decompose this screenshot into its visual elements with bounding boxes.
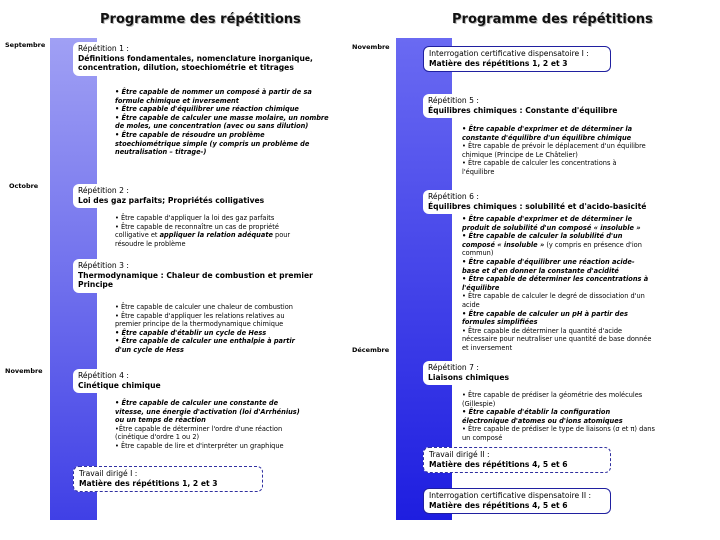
objective-text: • Être capable d'équilibrer une réaction acide-base et d'en donner la constante d'acidité bbox=[462, 257, 635, 275]
objective-text: • Être capable de prédiser le type de liaisons (σ et π) dans un composé bbox=[462, 425, 655, 442]
right-page-title: Programme des répétitions bbox=[452, 12, 653, 27]
session-label: Répétition 2 : bbox=[78, 186, 129, 195]
objective-text: • Être capable de calculer une enthalpie à partir d'un cycle de Hess bbox=[115, 337, 295, 354]
objective-text: (y compris en présence d'ion commun) bbox=[462, 240, 642, 258]
session-label: Répétition 6 : bbox=[428, 192, 479, 201]
objectives-list bbox=[115, 303, 310, 355]
session-heading: Liaisons chimiques bbox=[428, 372, 510, 382]
objective-text: • Être capable de nommer un composé à partir de sa formule chimique et inversement bbox=[115, 88, 312, 105]
objectives-list bbox=[462, 215, 652, 353]
session-repetition-1 bbox=[73, 42, 333, 76]
session-label: Répétition 4 : bbox=[78, 371, 129, 380]
objective-item bbox=[115, 399, 305, 425]
session-repetition-3 bbox=[73, 259, 333, 293]
objective-text: • Être capable d'établir un cycle de Hess bbox=[115, 328, 267, 337]
objective-text: • Être capable de prévoir le déplacement d'un équilibre chimique (Principe de Le Châtelier) bbox=[462, 142, 646, 159]
objective-text: • Être capable d'exprimer et de déterminer le produit de solubilité d'un composé « insoluble » bbox=[462, 215, 641, 232]
session-heading: Définitions fondamentales, nomenclature inorganique, concentration, dilution, stoechiométrie et titrages bbox=[78, 53, 313, 73]
objective-item bbox=[115, 312, 310, 329]
objective-text: • Être capable d'établir la configuration électronique d'atomes ou d'ions atomiques bbox=[462, 408, 623, 425]
objective-item bbox=[462, 292, 652, 309]
session-heading: Équilibres chimiques : Constante d'équilibre bbox=[428, 105, 618, 115]
objectives-list bbox=[462, 391, 657, 443]
month-label: Décembre bbox=[352, 346, 390, 354]
session-repetition-5 bbox=[423, 94, 633, 118]
session-label: Répétition 7 : bbox=[428, 363, 479, 372]
session-heading: Cinétique chimique bbox=[78, 380, 161, 390]
session-repetition-2 bbox=[73, 184, 283, 208]
objective-text: appliquer la relation adéquate bbox=[159, 231, 273, 240]
session-label: Répétition 5 : bbox=[428, 96, 479, 105]
objective-item bbox=[462, 327, 652, 353]
objective-item bbox=[462, 310, 652, 327]
objective-text: • Être capable de calculer une chaleur de combustion bbox=[115, 303, 293, 311]
session-label: Travail dirigé II : bbox=[429, 450, 490, 459]
session-heading: Loi des gaz parfaits; Propriétés colligatives bbox=[78, 195, 265, 205]
objective-text: • Être capable de résoudre un problème stoechiométrique simple (y compris un problème de neutralisation – titrage-) bbox=[115, 130, 310, 157]
objective-item bbox=[115, 303, 310, 312]
objective-item bbox=[462, 215, 652, 232]
objective-text: • Être capable de déterminer la quantité d'acide nécessaire pour neutraliser une quantité de base donnée et inversement bbox=[462, 326, 652, 352]
objective-item bbox=[462, 142, 647, 159]
session-label: Répétition 3 : bbox=[78, 261, 129, 270]
objective-item bbox=[115, 214, 310, 223]
objectives-list bbox=[462, 125, 647, 177]
objective-text: • Être capable de calculer les concentrations à l'équilibre bbox=[462, 159, 617, 176]
session-travail-dirige-1 bbox=[73, 466, 263, 492]
session-heading: Équilibres chimiques : solubilité et d'acido-basicité bbox=[428, 201, 647, 211]
objectives-list bbox=[115, 214, 310, 248]
objective-item bbox=[115, 425, 305, 442]
objective-text: • Être capable de calculer un pH à partir des formules simplifiées bbox=[462, 309, 628, 327]
objective-item bbox=[115, 131, 330, 157]
session-heading: Matière des répétitions 1, 2 et 3 bbox=[79, 478, 218, 488]
session-heading: Matière des répétitions 4, 5 et 6 bbox=[429, 459, 568, 469]
objectives-list bbox=[115, 399, 305, 451]
objective-item bbox=[462, 232, 652, 258]
session-repetition-6 bbox=[423, 190, 658, 214]
session-interrogation-2 bbox=[423, 488, 611, 514]
objective-item bbox=[115, 337, 310, 354]
objective-item bbox=[462, 391, 657, 408]
session-repetition-4 bbox=[73, 369, 183, 393]
session-label: Interrogation certificative dispensatoire I : bbox=[429, 49, 589, 58]
session-heading: Matière des répétitions 4, 5 et 6 bbox=[429, 500, 568, 510]
month-label: Novembre bbox=[352, 43, 390, 51]
objective-item bbox=[115, 223, 310, 249]
objective-text: • Être capable d'appliquer la loi des gaz parfaits bbox=[115, 214, 275, 222]
objective-item bbox=[115, 114, 330, 131]
objective-text: • Être capable de reconnaître un cas de propriété colligative et bbox=[115, 222, 279, 240]
objective-text: • Être capable de calculer une constante de vitesse, une énergie d'activation (loi d'Arrhénius) ou un temps de réaction bbox=[115, 399, 300, 425]
objective-text: • Être capable d'équilibrer une réaction chimique bbox=[115, 105, 299, 114]
session-interrogation-1 bbox=[423, 46, 611, 72]
objective-item bbox=[462, 408, 657, 425]
objective-item bbox=[462, 159, 647, 176]
session-label: Interrogation certificative dispensatoire II : bbox=[429, 491, 592, 500]
objectives-list bbox=[115, 88, 330, 157]
session-travail-dirige-2 bbox=[423, 447, 611, 473]
session-repetition-7 bbox=[423, 361, 528, 385]
objective-item bbox=[115, 105, 330, 114]
objective-text: pour résoudre le problème bbox=[115, 231, 291, 248]
objective-text: • Être capable d'appliquer les relations relatives au premier principe de la thermodynamique chimique bbox=[115, 311, 285, 329]
objective-text: • Être capable de calculer une masse molaire, un nombre de moles, une concentration (avec ou sans dilution) bbox=[115, 113, 329, 131]
objective-item bbox=[462, 275, 652, 292]
objective-item bbox=[115, 442, 305, 451]
objective-item bbox=[115, 88, 330, 105]
objective-text: •Être capable de déterminer l'ordre d'une réaction (cinétique d'ordre 1 ou 2) bbox=[115, 424, 283, 442]
session-label: Travail dirigé I : bbox=[79, 469, 138, 478]
objective-text: • Être capable de calculer le degré de dissociation d'un acide bbox=[462, 292, 645, 309]
month-label: Septembre bbox=[5, 41, 46, 49]
month-label: Octobre bbox=[9, 182, 39, 190]
objective-text: • Être capable d'exprimer et de déterminer la constante d'équilibre d'un équilibre chimique bbox=[462, 125, 633, 142]
session-heading: Matière des répétitions 1, 2 et 3 bbox=[429, 58, 568, 68]
objective-item bbox=[462, 258, 652, 275]
objective-text: • Être capable de calculer la solubilité d'un composé « insoluble » bbox=[462, 232, 623, 249]
objective-text: • Être capable de prédiser la géométrie des molécules (Gillespie) bbox=[462, 391, 643, 408]
objective-text: • Être capable de lire et d'interpréter un graphique bbox=[115, 441, 284, 450]
month-label: Novembre bbox=[5, 367, 43, 375]
left-page-title: Programme des répétitions bbox=[100, 12, 301, 27]
session-heading: Thermodynamique : Chaleur de combustion et premier Principe bbox=[78, 270, 313, 290]
session-label: Répétition 1 : bbox=[78, 44, 129, 53]
objective-item bbox=[462, 125, 647, 142]
objective-item bbox=[462, 425, 657, 442]
objective-text: • Être capable de déterminer les concentrations à l'équilibre bbox=[462, 275, 649, 292]
